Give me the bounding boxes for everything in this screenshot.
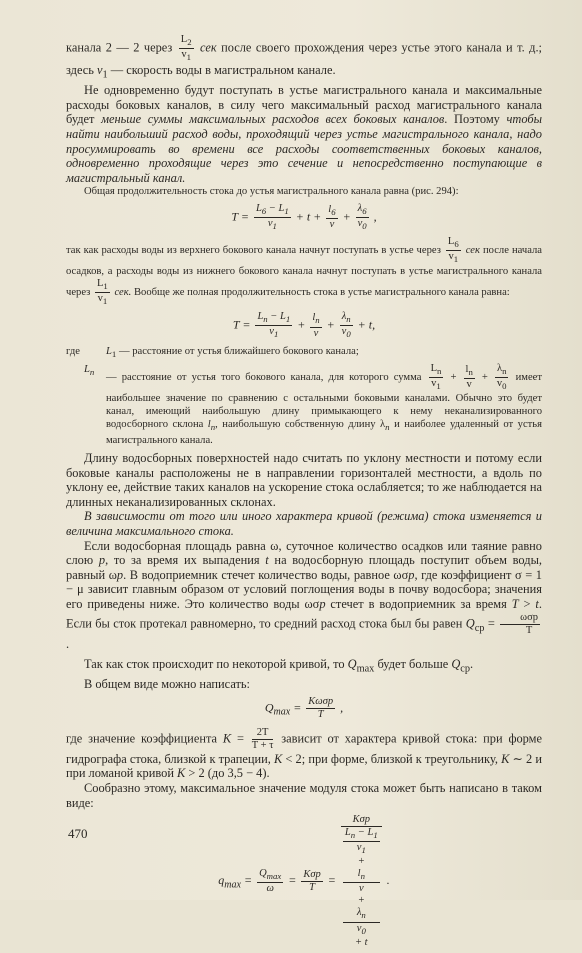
page-text [66, 34, 542, 953]
paragraph: Общая продолжительность стока до устья магистрального канала равна (рис. 294): [84, 186, 459, 198]
paragraph: Так как сток происходит по некоторой кривой, то $Q_{max}$ будет больше $Q_{ср}$. [84, 657, 474, 675]
formula-qmax-modulus: $q_{max}$ = $Q_{max}$ ω = Kσp T = Kσp $L_n - L_1$ $v_1$ + $l_n$ v + $\lambda_n$ $v_0$ + t . [218, 814, 390, 948]
paragraph: так как расходы воды из верхнего бокового канала начнут поступать в устье через $\frac{L_6}{v_1}$ сек после начала осадков, а расходы воды из нижнего бокового канала начнут поступать в устье магистрального канала через $\frac{L_1}{v_1}$ сек. Вообще же полная продолжительность стока в устье магистрального канала равна: [66, 235, 543, 307]
paragraph: Длину водосборных поверхностей надо считать по уклону местности и потому если боковые каналы расположены не в направлении горизонталей местности, а вдоль по уклону ее, действие таких каналов на ускорение стока ослабляется; то же наблюдается на длинных неканализированных склонах. [66, 450, 542, 509]
formula-qmax: $Q_{max}$ = Kωσp T , [264, 695, 344, 720]
formula-legend [66, 345, 542, 447]
paragraph: Если водосборная площадь равна ω, суточное количество осадков или таяние равно слою p, то за время их выпадения t на водосборную площадь поступит объем воды, равный ωp. В водоприемник стечет количество воды, равное ωσp, где коэффициент σ = 1 − μ зависит главным образом от условий поглощения воды в почву водосбора; значения его приведены ниже. Это количество воды ωσp стечет в водоприемник за время T > t. Если бы сток протекал равномерно, то средний расход стока был бы равен $Q_{ср}$ = ωσp T . [66, 538, 543, 651]
formula-total-duration: T = $\frac{L_6 - L_1}{v_1}$ + t + $\frac{l_6}{v}$ + $\frac{\lambda_6}{v_0}$ , [231, 202, 377, 231]
paragraph: Не одновременно будут поступать в устье магистрального канала и максимальные расходы боковых каналов, в силу чего максимальный расход магистрального канала будет меньше суммы максимальных расходов всех боковых каналов. Поэтому чтобы найти наибольший расход воды, проходящий через устье магистрального канала, надо просуммировать во времени все расходы соответственных боковых каналов, одновременно проходящие через это сечение и непосредственно поступающие в магистральный канал. [66, 83, 542, 185]
paragraph: В зависимости от того или иного характера кривой (режима) стока изменяется и величина максимального стока. [66, 509, 542, 538]
paragraph: канала 2 — 2 через $\frac{L_2}{v_1}$ сек после своего прохождения через устье этого канала и т. д.; здесь $v_1$ — скорость воды в магистральном канале. [66, 34, 542, 81]
formula-full-duration: T = $\frac{L_n - L_1}{v_1}$ + $\frac{l_n}{v}$ + $\frac{\lambda_n}{v_0}$ + t, [232, 311, 376, 340]
paragraph: В общем виде можно написать: [84, 677, 251, 692]
page-number: 470 [68, 826, 88, 841]
paragraph: Сообразно этому, максимальное значение модуля стока может быть написано в таком виде: [66, 780, 542, 810]
legend-item: где $L_1$ — расстояние от устья ближайшего бокового канала; [66, 345, 359, 359]
legend-item: $L_n$ — расстояние от устья того бокового канала, для которого сумма $\frac{L_n}{v_1}$ + $\frac{l_n}{v}$ + $\frac{\lambda_n}{v_0}$ имеет наибольшее значение по сравнению с остальными боковыми каналами. Обычно это будет канал, имеющий наибольшую длину примыкающего к нему неканализированного водосборного склона $l_n$, наибольшую собственную длину $\lambda_n$ и наиболее удаленный от устья магистрального канала. [84, 362, 542, 446]
paragraph: где значение коэффициента K = $\frac{2T}{T + \tau}$ зависит от характера кривой стока: при форме гидрографа стока, близкой к трапеции, K < 2; при форме, близкой к треугольнику, K ∼ 2 и при ломаной кривой K > 2 (до 3,5 − 4). [66, 726, 543, 781]
